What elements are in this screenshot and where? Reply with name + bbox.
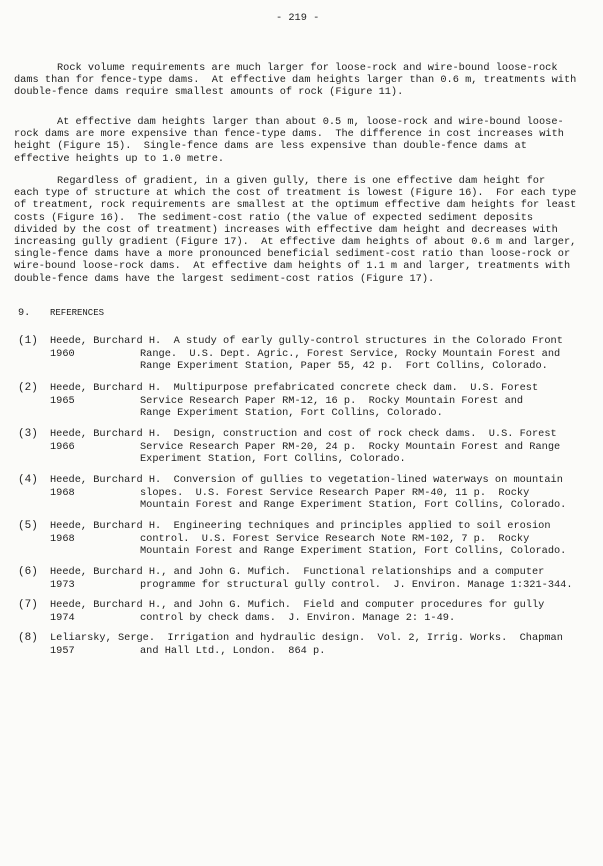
paragraph-line: effective heights up to 1.0 metre. (14, 152, 225, 165)
reference-text-line: Field and computer procedures for gully (303, 599, 545, 611)
reference-year: 1957 (50, 644, 75, 657)
section-title: REFERENCES (50, 308, 105, 318)
paragraph-line: increasing gully gradient (Figure 17). At effective dam heights of about 0.6 m and larger, (14, 235, 577, 248)
reference-year: 1973 (50, 578, 75, 591)
reference-text-line: Service Research Paper RM-12, 16 p. Rocky Mountain Forest and (140, 394, 524, 407)
reference-text-line: Engineering techniques and principles applied to soil erosion (173, 520, 551, 532)
reference-text-line: Mountain Forest and Range Experiment Station, Fort Collins, Colorado. (140, 499, 567, 511)
paragraph-line: double-fence dams have the largest sediment-cost ratios (Figure 17). (14, 272, 435, 285)
paragraph-line: divided by the cost of treatment) increases with effective dam height and decreases with (14, 223, 558, 236)
reference-text-line: Service Research Paper RM-20, 24 p. Rocky Mountain Forest and Range (140, 440, 561, 453)
reference-year: 1968 (50, 532, 75, 545)
paragraph-line: double-fence dams require smallest amounts of rock (Figure 11). (14, 86, 404, 99)
reference-number: (5) (18, 520, 38, 532)
body-paragraph (14, 62, 576, 99)
reference-year: 1974 (50, 611, 75, 624)
reference-text-line: Multipurpose prefabricated concrete check dam. U.S. Forest (173, 382, 539, 394)
reference-year: 1960 (50, 347, 75, 360)
reference-text-line: Irrigation and hydraulic design. Vol. 2, Irrig. Works. Chapman (167, 632, 563, 644)
reference-text-line: Experiment Station, Fort Collins, Colorado. (140, 453, 406, 465)
reference-text-line: control by check dams. J. Environ. Manage 2: 1-49. (140, 611, 456, 624)
reference-year: 1968 (50, 486, 75, 499)
paragraph-line: Regardless of gradient, in a given gully, there is one effective dam height for (57, 175, 546, 187)
reference-text-line: Functional relationships and a computer (303, 566, 545, 578)
paragraph-line: each type of structure at which the cost of treatment is lowest (Figure 16). For each type (14, 187, 577, 200)
paragraph-line: costs (Figure 16). The sediment-cost ratio (the value of expected sediment deposits (14, 211, 534, 224)
reference-text-line: Conversion of gullies to vegetation-lined waterways on mountain (173, 474, 563, 486)
reference-text-line: A study of early gully-control structures in the Colorado Front (173, 335, 563, 347)
section-number: 9. (18, 307, 31, 319)
reference-author: Heede, Burchard H., and John G. Mufich. (50, 566, 291, 578)
paragraph-line: At effective dam heights larger than about 0.5 m, loose-rock and wire-bound loose- (57, 116, 564, 128)
paragraph-line: dams than for fence-type dams. At effective dam heights larger than 0.6 m, treatments with (14, 74, 577, 87)
reference-text-line: Range Experiment Station, Paper 55, 42 p. Fort Collins, Colorado. (140, 360, 548, 372)
body-paragraph (14, 175, 576, 285)
paragraph-line: single-fence dams have a more pronounced beneficial sediment-cost ratio than loose-rock or (14, 248, 571, 261)
reference-number: (6) (18, 566, 38, 578)
reference-text-line: Range. U.S. Dept. Agric., Forest Service, Rocky Mountain Forest and (140, 347, 561, 360)
reference-number: (7) (18, 599, 38, 611)
reference-number: (1) (18, 335, 38, 347)
reference-author: Heede, Burchard H. (50, 520, 162, 532)
reference-number: (4) (18, 474, 38, 486)
paragraph-line: height (Figure 15). Single-fence dams are less expensive than double-fence dams at (14, 140, 527, 153)
body-paragraph (14, 116, 564, 165)
reference-author: Heede, Burchard H. (50, 335, 162, 347)
page-number: - 219 - (276, 12, 320, 24)
reference-text-line: programme for structural gully control. J. Environ. Manage 1:321-344. (140, 578, 573, 591)
reference-author: Leliarsky, Serge. (50, 632, 156, 644)
reference-text-line: Mountain Forest and Range Experiment Station, Fort Collins, Colorado. (140, 545, 567, 557)
reference-text-line: and Hall Ltd., London. 864 p. (140, 644, 326, 657)
reference-text-line: Range Experiment Station, Fort Collins, Colorado. (140, 407, 443, 419)
reference-number: (3) (18, 428, 38, 440)
paragraph-line: Rock volume requirements are much larger for loose-rock and wire-bound loose-rock (57, 62, 558, 74)
reference-author: Heede, Burchard H. (50, 382, 162, 394)
reference-text-line: slopes. U.S. Forest Service Research Paper RM-40, 11 p. Rocky (140, 486, 530, 499)
reference-year: 1965 (50, 394, 75, 407)
reference-number: (8) (18, 632, 38, 644)
reference-text-line: control. U.S. Forest Service Research Note RM-102, 7 p. Rocky (140, 532, 530, 545)
paragraph-line: of treatment, rock requirements are smallest at the optimum effective dam heights for least (14, 199, 577, 212)
reference-year: 1966 (50, 440, 75, 453)
reference-number: (2) (18, 382, 38, 394)
paragraph-line: wire-bound loose-rock dams. At effective dam heights of 1.1 m and larger, treatments with (14, 260, 571, 273)
reference-text-line: Design, construction and cost of rock check dams. U.S. Forest (173, 428, 557, 440)
reference-author: Heede, Burchard H. (50, 428, 162, 440)
reference-author: Heede, Burchard H., and John G. Mufich. (50, 599, 291, 611)
paragraph-line: rock dams are more expensive than fence-type dams. The difference in cost increases with (14, 128, 564, 141)
reference-author: Heede, Burchard H. (50, 474, 162, 486)
